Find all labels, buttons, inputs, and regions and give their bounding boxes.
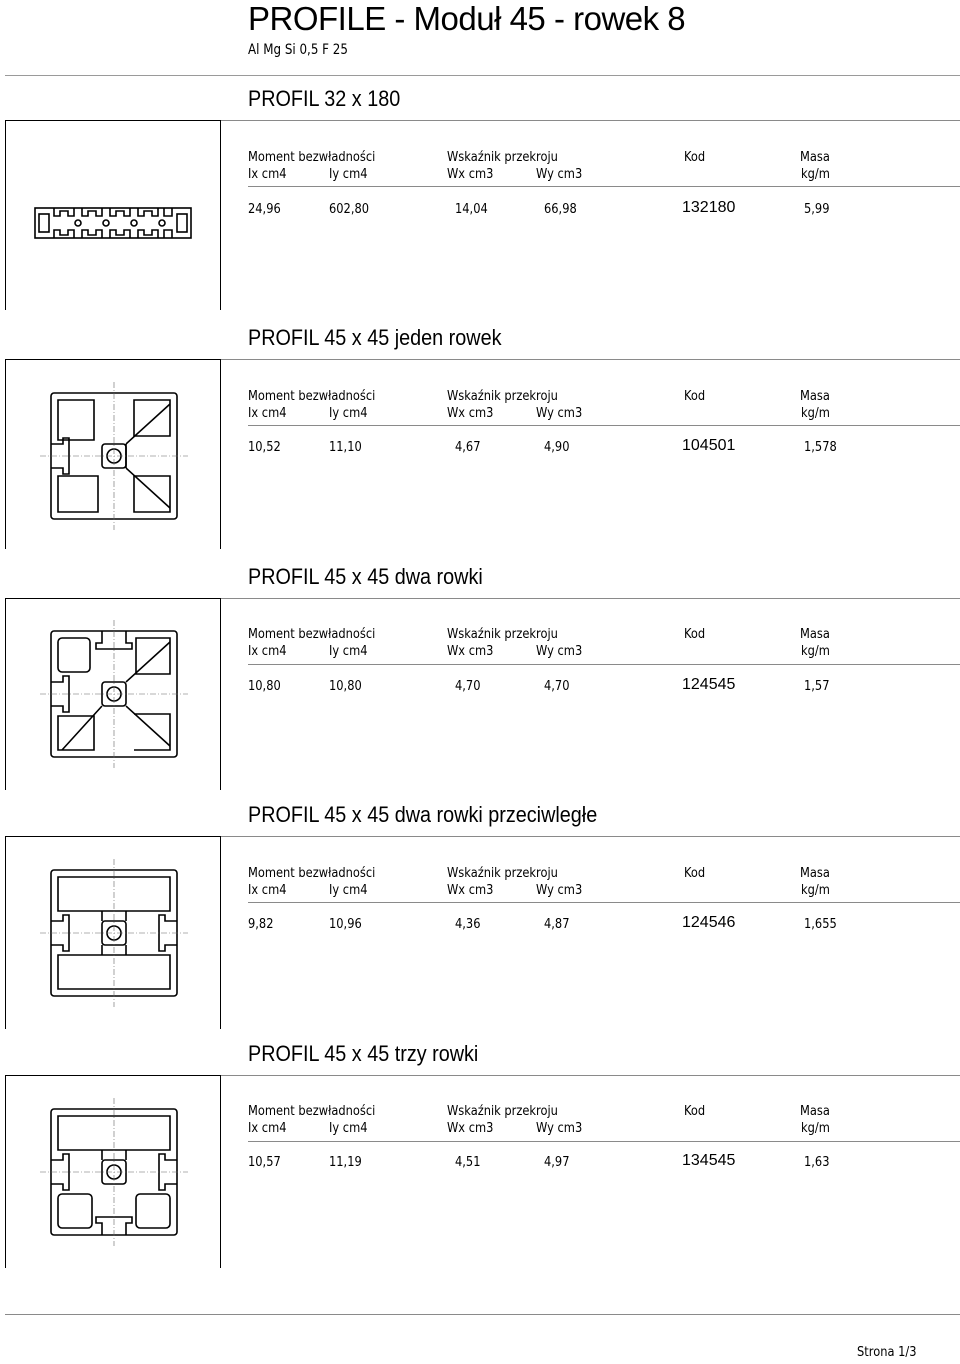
table-divider (248, 1141, 960, 1142)
value-wx: 4,36 (455, 917, 481, 932)
value-wy: 66,98 (544, 202, 577, 217)
col-unit: kg/m (801, 644, 830, 659)
value-iy: 11,10 (329, 440, 362, 455)
value-ix: 24,96 (248, 202, 281, 217)
col-masa: Masa (800, 150, 830, 165)
value-masa: 1,655 (804, 917, 837, 932)
value-wy: 4,90 (544, 440, 570, 455)
value-kod: 134545 (682, 1152, 736, 1169)
section-title: PROFIL 32 x 180 (248, 86, 401, 111)
col-kod: Kod (684, 150, 706, 165)
col-moment: Moment bezwładności (248, 150, 376, 165)
profile-45x45-opposite-grooves-drawing (50, 869, 178, 997)
col-unit: kg/m (801, 406, 830, 421)
value-wx: 4,51 (455, 1155, 481, 1170)
value-masa: 1,578 (804, 440, 837, 455)
profile-45x45-three-grooves-drawing (50, 1108, 178, 1236)
table-divider (248, 902, 960, 903)
value-iy: 10,96 (329, 917, 362, 932)
header-divider (5, 75, 960, 76)
section-title: PROFIL 45 x 45 dwa rowki (248, 564, 483, 589)
profile-45x45-two-grooves-drawing (50, 630, 178, 758)
col-kod: Kod (684, 627, 706, 642)
col-unit: kg/m (801, 1121, 830, 1136)
col-ix: Ix cm4 (248, 644, 287, 659)
value-kod: 104501 (682, 437, 736, 454)
col-iy: Iy cm4 (329, 167, 368, 182)
col-kod: Kod (684, 866, 706, 881)
value-masa: 1,63 (804, 1155, 830, 1170)
value-wx: 14,04 (455, 202, 488, 217)
profile-45x45-one-groove-drawing (50, 392, 178, 520)
table-divider (248, 664, 960, 665)
col-masa: Masa (800, 627, 830, 642)
col-masa: Masa (800, 1104, 830, 1119)
col-wy: Wy cm3 (536, 406, 583, 421)
col-wx: Wx cm3 (447, 644, 494, 659)
col-ix: Ix cm4 (248, 406, 287, 421)
value-kod: 124545 (682, 676, 736, 693)
value-iy: 602,80 (329, 202, 370, 217)
value-wy: 4,97 (544, 1155, 570, 1170)
col-kod: Kod (684, 389, 706, 404)
col-wx: Wx cm3 (447, 883, 494, 898)
page-title: PROFILE - Moduł 45 - rowek 8 (248, 0, 686, 37)
col-wskaznik: Wskaźnik przekroju (447, 866, 558, 881)
value-iy: 10,80 (329, 679, 362, 694)
col-wy: Wy cm3 (536, 644, 583, 659)
col-unit: kg/m (801, 167, 830, 182)
col-moment: Moment bezwładności (248, 1104, 376, 1119)
value-iy: 11,19 (329, 1155, 362, 1170)
page-number: Strona 1/3 (857, 1345, 917, 1360)
value-ix: 10,57 (248, 1155, 281, 1170)
col-wskaznik: Wskaźnik przekroju (447, 1104, 558, 1119)
value-kod: 124546 (682, 914, 736, 931)
col-wskaznik: Wskaźnik przekroju (447, 150, 558, 165)
footer-divider (5, 1314, 960, 1315)
value-wy: 4,70 (544, 679, 570, 694)
value-masa: 1,57 (804, 679, 830, 694)
value-wx: 4,70 (455, 679, 481, 694)
col-wy: Wy cm3 (536, 883, 583, 898)
value-ix: 9,82 (248, 917, 274, 932)
col-iy: Iy cm4 (329, 644, 368, 659)
col-ix: Ix cm4 (248, 167, 287, 182)
col-iy: Iy cm4 (329, 1121, 368, 1136)
col-wx: Wx cm3 (447, 406, 494, 421)
table-divider (248, 425, 960, 426)
value-kod: 132180 (682, 199, 736, 216)
col-wskaznik: Wskaźnik przekroju (447, 389, 558, 404)
col-wy: Wy cm3 (536, 1121, 583, 1136)
col-wx: Wx cm3 (447, 1121, 494, 1136)
section-title: PROFIL 45 x 45 dwa rowki przeciwległe (248, 802, 598, 827)
table-divider (248, 186, 960, 187)
col-iy: Iy cm4 (329, 406, 368, 421)
col-kod: Kod (684, 1104, 706, 1119)
col-iy: Iy cm4 (329, 883, 368, 898)
section-title: PROFIL 45 x 45 trzy rowki (248, 1041, 479, 1066)
value-masa: 5,99 (804, 202, 830, 217)
value-wy: 4,87 (544, 917, 570, 932)
col-wx: Wx cm3 (447, 167, 494, 182)
value-wx: 4,67 (455, 440, 481, 455)
col-masa: Masa (800, 389, 830, 404)
col-moment: Moment bezwładności (248, 627, 376, 642)
profile-32x180-drawing (34, 205, 194, 241)
section-title: PROFIL 45 x 45 jeden rowek (248, 325, 502, 350)
col-unit: kg/m (801, 883, 830, 898)
col-moment: Moment bezwładności (248, 389, 376, 404)
value-ix: 10,52 (248, 440, 281, 455)
col-moment: Moment bezwładności (248, 866, 376, 881)
col-wy: Wy cm3 (536, 167, 583, 182)
col-ix: Ix cm4 (248, 1121, 287, 1136)
value-ix: 10,80 (248, 679, 281, 694)
col-wskaznik: Wskaźnik przekroju (447, 627, 558, 642)
col-ix: Ix cm4 (248, 883, 287, 898)
material-spec: Al Mg Si 0,5 F 25 (248, 42, 348, 58)
col-masa: Masa (800, 866, 830, 881)
